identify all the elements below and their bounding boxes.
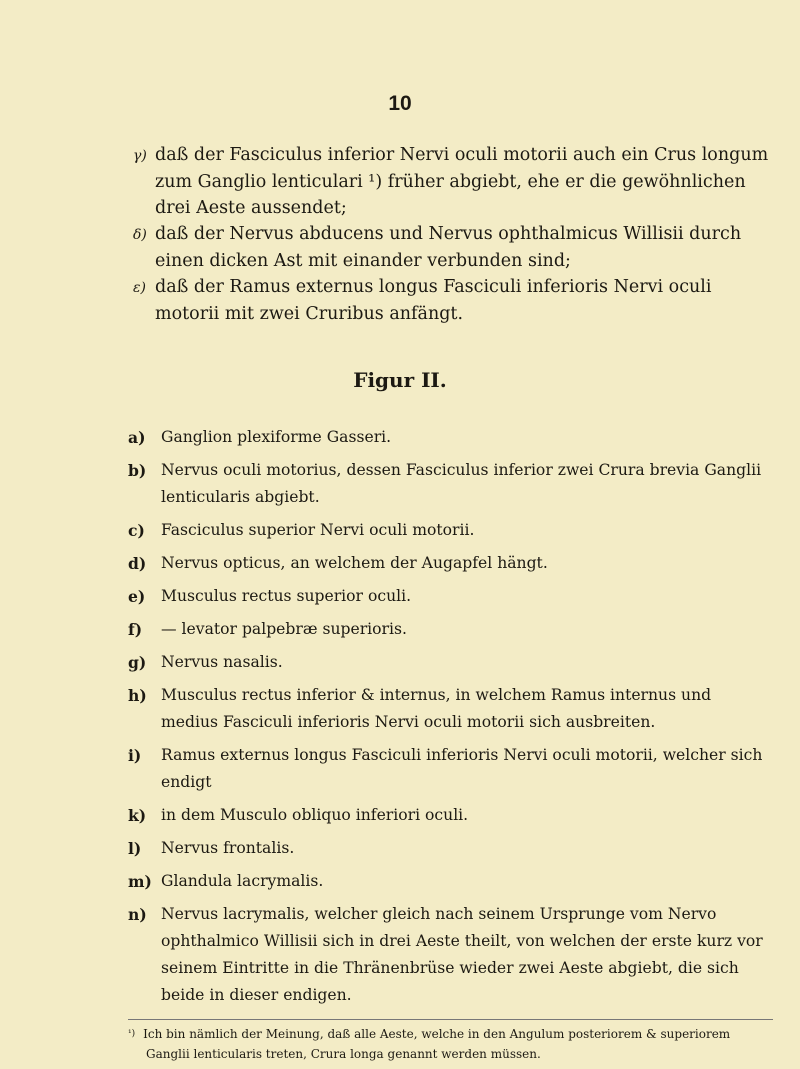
legend-label: d) [128, 554, 147, 573]
page-number: 10 [388, 92, 412, 115]
legend-label: n) [128, 905, 147, 924]
legend-label: m) [128, 872, 152, 891]
legend-item [128, 517, 773, 544]
intro-marker: γ) [133, 148, 147, 164]
legend-text: Nervus nasalis. [161, 653, 283, 671]
legend-text: Ganglion plexiforme Gasseri. [161, 428, 392, 446]
legend-text: Fasciculus superior Nervi oculi motorii. [161, 521, 475, 539]
legend-label: l) [128, 839, 142, 858]
intro-marker: δ) [133, 227, 147, 243]
legend-item [128, 835, 773, 862]
footnote-marker: ¹) [128, 1029, 136, 1039]
legend-label: c) [128, 521, 145, 540]
legend-item [128, 649, 773, 676]
legend-item [128, 802, 773, 829]
intro-paragraphs [133, 142, 773, 327]
intro-text: daß der Nervus abducens und Nervus ophthalmicus Willisii durch einen dicken Ast mit einander verbunden sind; [155, 224, 742, 271]
legend-text: Musculus rectus inferior & internus, in welchem Ramus internus und medius Fasciculi inferioris Nervi oculi motorii sich ausbreiten. [161, 686, 712, 731]
intro-item [133, 142, 773, 221]
intro-text: daß der Ramus externus longus Fasciculi inferioris Nervi oculi motorii mit zwei Cruribus anfängt. [155, 277, 712, 324]
legend-item [128, 550, 773, 577]
intro-item [133, 274, 773, 327]
legend-text: Nervus lacrymalis, welcher gleich nach seinem Ursprunge vom Nervo ophthalmico Willisii sich in drei Aeste theilt, von welchen der erste kurz vor seinem Eintritte in die Thränenbrüse wieder zwei Aeste abgiebt, die sich beide in dieser endigen. [161, 905, 763, 1004]
footnote-divider [128, 1019, 773, 1020]
legend-item [128, 682, 773, 736]
legend-text: Musculus rectus superior oculi. [161, 587, 412, 605]
figure-heading: Figur II. [353, 368, 447, 392]
legend-label: f) [128, 620, 143, 639]
footnote-text: Ich bin nämlich der Meinung, daß alle Aeste, welche in den Angulum posteriorem & superiorem Ganglii lenticularis treten, Crura longa genannt werden müssen. [143, 1027, 731, 1061]
legend-label: e) [128, 587, 146, 606]
legend-item [128, 424, 773, 451]
legend-text: in dem Musculo obliquo inferiori oculi. [161, 806, 469, 824]
intro-marker: ε) [133, 280, 146, 296]
legend-label: h) [128, 686, 147, 705]
legend-text: Nervus opticus, an welchem der Augapfel hängt. [161, 554, 548, 572]
legend-text: Glandula lacrymalis. [161, 872, 324, 890]
intro-text: daß der Fasciculus inferior Nervi oculi motorii auch ein Crus longum zum Ganglio lenticulari ¹) früher abgiebt, ehe er die gewöhnlichen drei Aeste aussendet; [155, 145, 769, 218]
legend-item [128, 868, 773, 895]
legend-item [128, 901, 773, 1009]
figure-legend-list [128, 424, 773, 1015]
legend-item [128, 742, 773, 796]
intro-item [133, 221, 773, 274]
legend-label: k) [128, 806, 147, 825]
legend-label: g) [128, 653, 147, 672]
legend-text: — levator palpebræ superioris. [161, 620, 407, 638]
footnote [128, 1024, 773, 1064]
footnote-body [128, 1024, 773, 1064]
legend-label: b) [128, 461, 147, 480]
legend-text: Nervus frontalis. [161, 839, 295, 857]
legend-label: a) [128, 428, 146, 447]
legend-item [128, 457, 773, 511]
legend-text: Ramus externus longus Fasciculi inferioris Nervi oculi motorii, welcher sich endigt [161, 746, 763, 791]
legend-text: Nervus oculi motorius, dessen Fasciculus inferior zwei Crura brevia Ganglii lenticularis abgiebt. [161, 461, 762, 506]
legend-item [128, 616, 773, 643]
legend-label: i) [128, 746, 142, 765]
legend-item [128, 583, 773, 610]
